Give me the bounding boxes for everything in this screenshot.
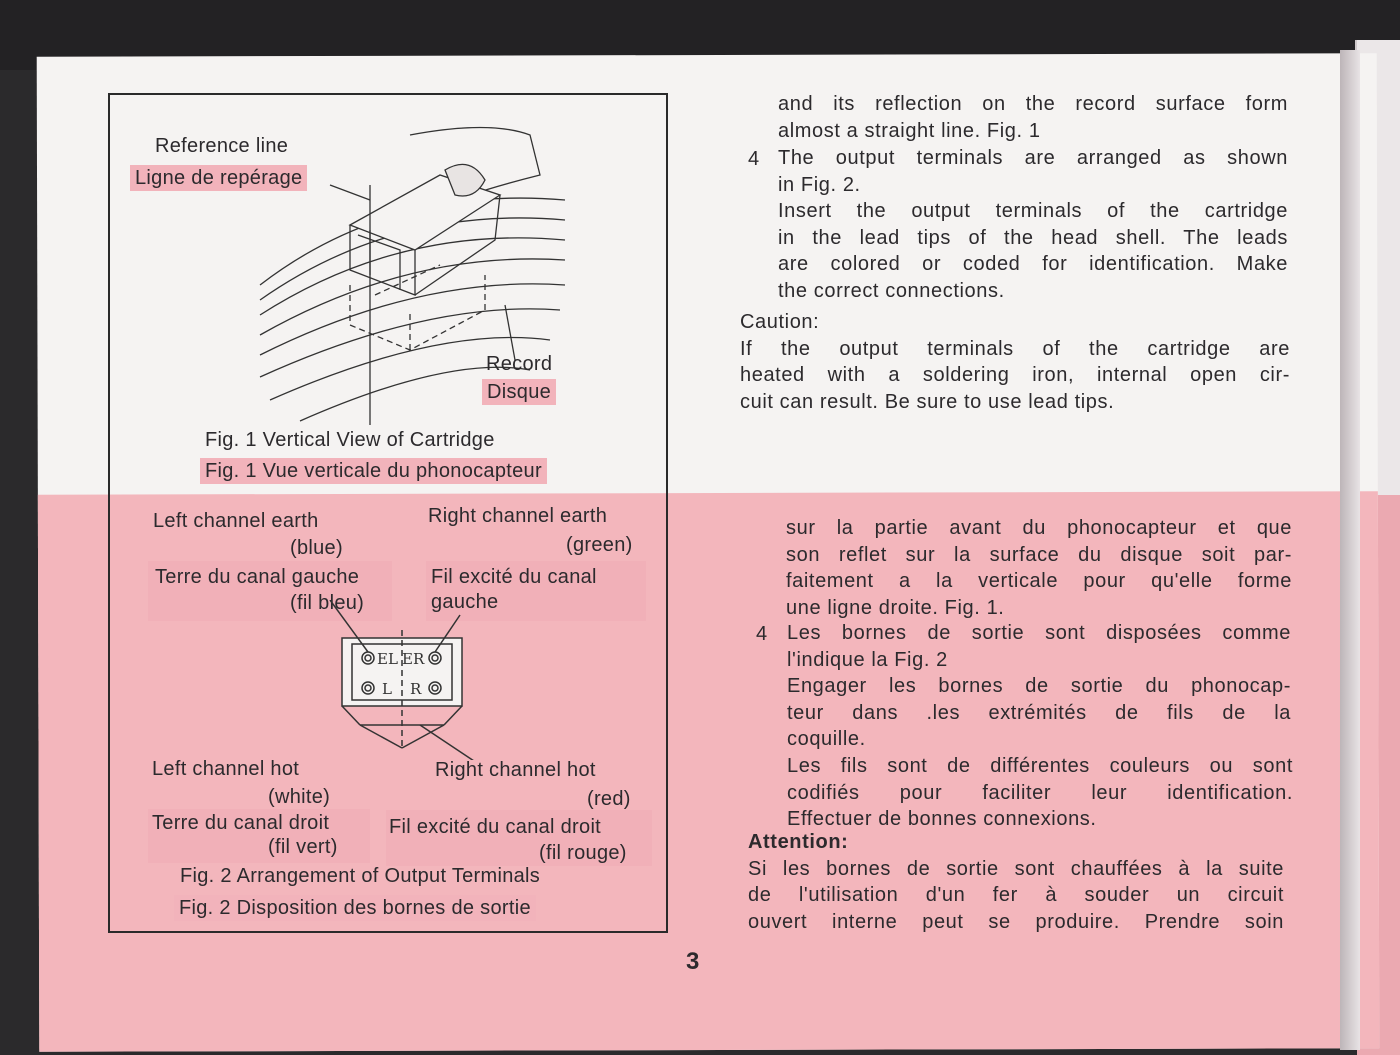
french-attention [748,829,1284,935]
left-earth-label-fr: Terre du canal gauche [155,566,360,588]
text-line: and its reflection on the record surface form [778,93,1288,115]
french-para1 [786,515,1292,621]
text-line: son reflet sur la surface du disque soit par- [786,543,1292,566]
right-earth-label-en: Right channel earth [428,505,608,527]
french-item4 [787,620,1291,753]
text-line: in Fig. 2. [778,173,861,196]
page-number: 3 [686,948,700,975]
fig2-caption-fr: Fig. 2 Disposition des bornes de sortie [174,895,536,921]
text-line: une ligne droite. Fig. 1. [786,596,1005,619]
text-line: Insert the output terminals of the cartridge [778,200,1288,222]
fig1-caption-en: Fig. 1 Vertical View of Cartridge [205,429,495,451]
reference-line-label-fr: Ligne de repérage [130,165,307,191]
left-hot-label-en: Left channel hot [152,758,300,780]
item4-number-en: 4 [748,148,760,170]
left-earth-label-en: Left channel earth [153,510,319,532]
reference-line-label-en: Reference line [155,135,289,157]
text-line: in the lead tips of the head shell. The leads [778,226,1288,249]
fig1-caption-fr: Fig. 1 Vue verticale du phonocapteur [200,458,547,484]
text-line: are colored or coded for identification. Make [778,253,1288,275]
english-caution [740,309,1290,415]
attention-label: Attention: [748,831,849,853]
fig2-caption-en: Fig. 2 Arrangement of Output Terminals [180,865,541,887]
right-earth-color-en: (green) [566,534,633,556]
record-label-fr: Disque [482,379,556,405]
terminal-l-text: L [382,680,392,698]
left-earth-color-en: (blue) [290,537,343,559]
left-earth-color-fr: (fil bleu) [290,592,365,614]
text-line: cuit can result. Be sure to use lead tips. [740,390,1115,413]
left-hot-color-en: (white) [268,786,331,808]
terminal-er-text: ER [402,650,425,668]
text-line: coquille. [787,728,866,750]
right-earth-label-fr-2: gauche [431,591,499,613]
text-line: The output terminals are arranged as shown [778,147,1288,169]
text-line: sur la partie avant du phonocapteur et que [786,517,1292,539]
text-line: de l'utilisation d'un fer à souder un circuit [748,884,1284,906]
text-line: Les fils sont de différentes couleurs ou sont [787,755,1293,777]
right-hot-color-fr: (fil rouge) [539,842,627,864]
right-hot-label-fr: Fil excité du canal droit [389,816,602,838]
left-hot-color-fr: (fil vert) [268,836,338,858]
text-line: the correct connections. [778,279,1005,302]
text-line: Les bornes de sortie sont disposées comme [787,622,1291,644]
text-line: Si les bornes de sortie sont chauffées à la suite [748,857,1284,880]
booklet-spine [1340,50,1360,1050]
left-hot-label-fr: Terre du canal droit [152,812,330,834]
text-line: If the output terminals of the cartridge are [740,337,1290,360]
right-earth-label-fr: Fil excité du canal [431,566,597,588]
english-item4 [778,145,1288,304]
text-line: Effectuer de bonnes connexions. [787,808,1097,830]
caution-label: Caution: [740,311,820,333]
terminal-el-text: EL [377,650,398,668]
item4-number-fr: 4 [756,623,768,645]
text-line: faitement a la verticale pour qu'elle forme [786,570,1292,592]
text-line: Engager les bornes de sortie du phonocap- [787,675,1291,697]
text-line: l'indique la Fig. 2 [787,648,948,671]
french-item4-sub2 [787,753,1293,833]
right-hot-label-en: Right channel hot [435,759,596,781]
right-hot-color-en: (red) [587,788,631,810]
terminal-r-text: R [410,680,422,698]
record-label-en: Record [486,353,553,375]
output-terminals-diagram [320,600,500,760]
text-line: heated with a soldering iron, internal open cir- [740,364,1290,386]
english-para1 [778,91,1288,144]
text-line: almost a straight line. Fig. 1 [778,119,1041,142]
text-line: codifiés pour faciliter leur identification. [787,781,1293,804]
text-line: teur dans .les extrémités de fils de la [787,701,1291,724]
text-line: ouvert interne peut se produire. Prendre soin [748,910,1284,933]
